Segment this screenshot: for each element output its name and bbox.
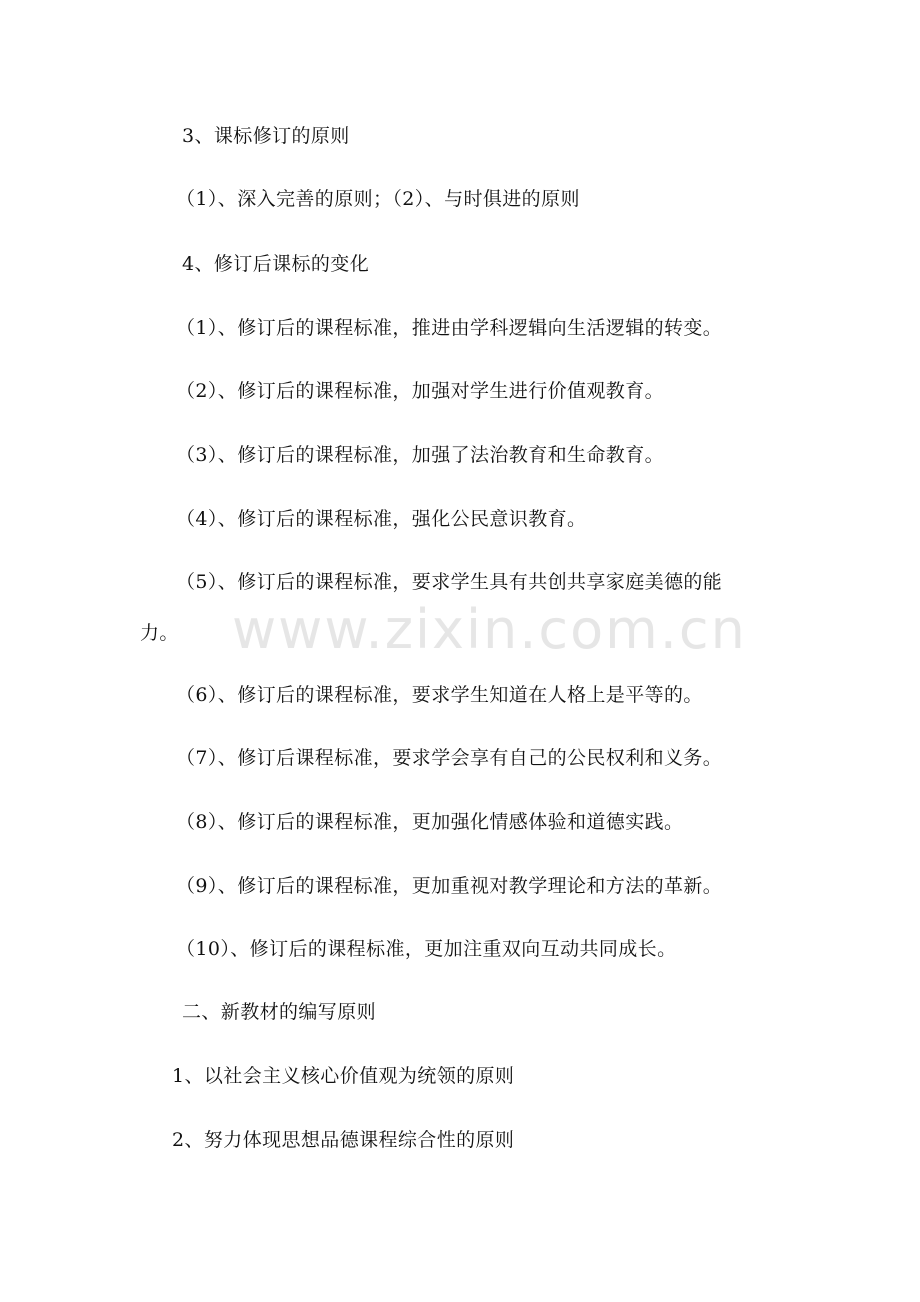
list-item-8: （8）、修订后的课程标准，更加强化情感体验和道德实践。 [176, 811, 684, 833]
list-item-5-continuation: 力。 [140, 622, 179, 644]
section-heading-4: 4、修订后课标的变化 [182, 253, 370, 275]
list-item-1: （1）、修订后的课程标准，推进由学科逻辑向生活逻辑的转变。 [176, 317, 723, 339]
list-item-6: （6）、修订后的课程标准，要求学生知道在人格上是平等的。 [176, 684, 703, 706]
paragraph-principles: （1）、深入完善的原则；（2）、与时俱进的原则 [176, 188, 580, 210]
principle-1: 1、以社会主义核心价值观为统领的原则 [172, 1065, 515, 1087]
principle-2: 2、努力体现思想品德课程综合性的原则 [172, 1129, 515, 1151]
list-item-9: （9）、修订后的课程标准，更加重视对教学理论和方法的革新。 [176, 875, 723, 897]
list-item-4: （4）、修订后的课程标准，强化公民意识教育。 [176, 508, 587, 530]
list-item-2: （2）、修订后的课程标准，加强对学生进行价值观教育。 [176, 380, 664, 402]
list-item-5: （5）、修订后的课程标准，要求学生具有共创共享家庭美德的能 [176, 571, 723, 593]
section-heading-3: 3、课标修订的原则 [182, 125, 350, 147]
list-item-3: （3）、修订后的课程标准，加强了法治教育和生命教育。 [176, 444, 664, 466]
watermark: www.zixin.com.cn [232, 598, 747, 661]
list-item-10: （10）、修订后的课程标准，更加注重双向互动共同成长。 [176, 938, 677, 960]
section-heading-2: 二、新教材的编写原则 [182, 1001, 377, 1023]
list-item-7: （7）、修订后课程标准，要求学会享有自己的公民权利和义务。 [176, 747, 723, 769]
